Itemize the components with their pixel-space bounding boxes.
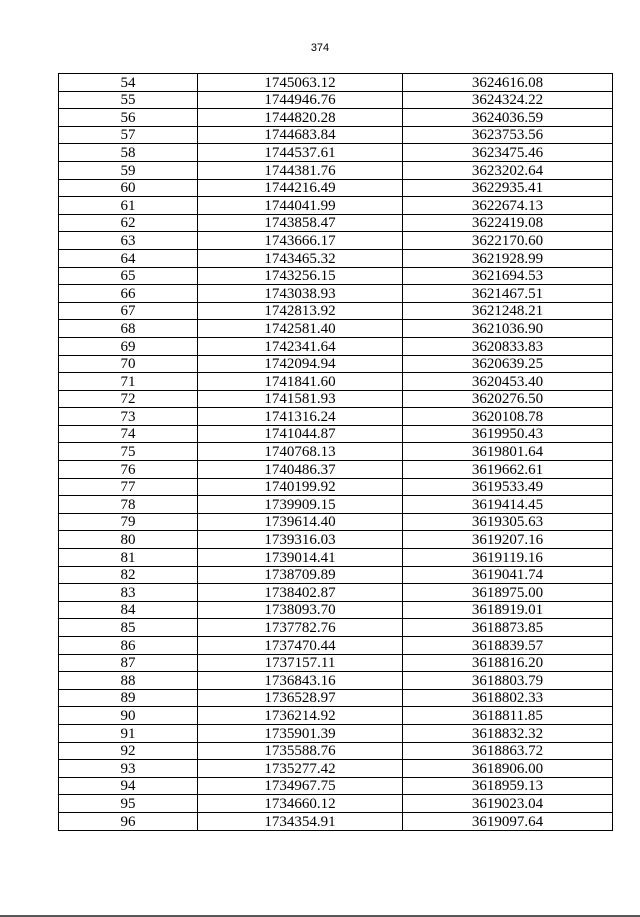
point-number-cell: 89 <box>59 689 198 707</box>
x-coordinate-cell: 1739014.41 <box>198 549 403 567</box>
point-number-cell: 54 <box>59 74 198 92</box>
table-row <box>59 549 613 567</box>
table-row <box>59 320 613 338</box>
y-coordinate-cell: 3619533.49 <box>403 478 613 496</box>
x-coordinate-cell: 1744381.76 <box>198 161 403 179</box>
point-number-cell: 85 <box>59 619 198 637</box>
x-coordinate-cell: 1738093.70 <box>198 601 403 619</box>
x-coordinate-cell: 1744216.49 <box>198 179 403 197</box>
y-coordinate-cell: 3619414.45 <box>403 496 613 514</box>
y-coordinate-cell: 3620276.50 <box>403 390 613 408</box>
y-coordinate-cell: 3622419.08 <box>403 214 613 232</box>
x-coordinate-cell: 1739909.15 <box>198 496 403 514</box>
table-row <box>59 425 613 443</box>
x-coordinate-cell: 1742094.94 <box>198 355 403 373</box>
table-row <box>59 337 613 355</box>
table-body <box>59 74 613 831</box>
x-coordinate-cell: 1744683.84 <box>198 126 403 144</box>
table-row <box>59 812 613 830</box>
point-number-cell: 56 <box>59 109 198 127</box>
y-coordinate-cell: 3620453.40 <box>403 373 613 391</box>
table-row <box>59 408 613 426</box>
table-row <box>59 461 613 479</box>
x-coordinate-cell: 1737157.11 <box>198 654 403 672</box>
y-coordinate-cell: 3618873.85 <box>403 619 613 637</box>
y-coordinate-cell: 3618975.00 <box>403 584 613 602</box>
point-number-cell: 77 <box>59 478 198 496</box>
x-coordinate-cell: 1736843.16 <box>198 672 403 690</box>
y-coordinate-cell: 3618959.13 <box>403 777 613 795</box>
table-row <box>59 214 613 232</box>
table-row <box>59 584 613 602</box>
x-coordinate-cell: 1735277.42 <box>198 760 403 778</box>
point-number-cell: 59 <box>59 161 198 179</box>
table-row <box>59 126 613 144</box>
x-coordinate-cell: 1737470.44 <box>198 637 403 655</box>
point-number-cell: 55 <box>59 91 198 109</box>
point-number-cell: 60 <box>59 179 198 197</box>
y-coordinate-cell: 3619041.74 <box>403 566 613 584</box>
y-coordinate-cell: 3620639.25 <box>403 355 613 373</box>
y-coordinate-cell: 3621467.51 <box>403 285 613 303</box>
point-number-cell: 66 <box>59 285 198 303</box>
table-row <box>59 637 613 655</box>
y-coordinate-cell: 3619023.04 <box>403 795 613 813</box>
y-coordinate-cell: 3618802.33 <box>403 689 613 707</box>
x-coordinate-cell: 1743465.32 <box>198 249 403 267</box>
x-coordinate-cell: 1734967.75 <box>198 777 403 795</box>
point-number-cell: 72 <box>59 390 198 408</box>
y-coordinate-cell: 3622674.13 <box>403 197 613 215</box>
point-number-cell: 95 <box>59 795 198 813</box>
x-coordinate-cell: 1735588.76 <box>198 742 403 760</box>
x-coordinate-cell: 1735901.39 <box>198 724 403 742</box>
table-row <box>59 724 613 742</box>
table-row <box>59 109 613 127</box>
x-coordinate-cell: 1740768.13 <box>198 443 403 461</box>
table-row <box>59 232 613 250</box>
y-coordinate-cell: 3621248.21 <box>403 302 613 320</box>
x-coordinate-cell: 1742813.92 <box>198 302 403 320</box>
point-number-cell: 80 <box>59 531 198 549</box>
table-row <box>59 249 613 267</box>
y-coordinate-cell: 3619207.16 <box>403 531 613 549</box>
x-coordinate-cell: 1745063.12 <box>198 74 403 92</box>
point-number-cell: 71 <box>59 373 198 391</box>
table-row <box>59 355 613 373</box>
table-row <box>59 496 613 514</box>
table-row <box>59 672 613 690</box>
point-number-cell: 61 <box>59 197 198 215</box>
x-coordinate-cell: 1740486.37 <box>198 461 403 479</box>
point-number-cell: 68 <box>59 320 198 338</box>
y-coordinate-cell: 3622170.60 <box>403 232 613 250</box>
table-row <box>59 478 613 496</box>
point-number-cell: 74 <box>59 425 198 443</box>
table-row <box>59 179 613 197</box>
x-coordinate-cell: 1741581.93 <box>198 390 403 408</box>
y-coordinate-cell: 3618803.79 <box>403 672 613 690</box>
x-coordinate-cell: 1737782.76 <box>198 619 403 637</box>
y-coordinate-cell: 3618839.57 <box>403 637 613 655</box>
point-number-cell: 78 <box>59 496 198 514</box>
point-number-cell: 96 <box>59 812 198 830</box>
point-number-cell: 86 <box>59 637 198 655</box>
point-number-cell: 65 <box>59 267 198 285</box>
y-coordinate-cell: 3624324.22 <box>403 91 613 109</box>
x-coordinate-cell: 1738402.87 <box>198 584 403 602</box>
page-number: 374 <box>310 42 330 54</box>
x-coordinate-cell: 1743038.93 <box>198 285 403 303</box>
table-row <box>59 144 613 162</box>
x-coordinate-cell: 1734660.12 <box>198 795 403 813</box>
x-coordinate-cell: 1738709.89 <box>198 566 403 584</box>
point-number-cell: 70 <box>59 355 198 373</box>
point-number-cell: 93 <box>59 760 198 778</box>
x-coordinate-cell: 1736528.97 <box>198 689 403 707</box>
table-row <box>59 443 613 461</box>
y-coordinate-cell: 3621928.99 <box>403 249 613 267</box>
table-row <box>59 302 613 320</box>
table-row <box>59 707 613 725</box>
y-coordinate-cell: 3618811.85 <box>403 707 613 725</box>
point-number-cell: 79 <box>59 513 198 531</box>
table-row <box>59 742 613 760</box>
table-row <box>59 566 613 584</box>
x-coordinate-cell: 1742581.40 <box>198 320 403 338</box>
point-number-cell: 92 <box>59 742 198 760</box>
point-number-cell: 81 <box>59 549 198 567</box>
x-coordinate-cell: 1743256.15 <box>198 267 403 285</box>
x-coordinate-cell: 1740199.92 <box>198 478 403 496</box>
y-coordinate-cell: 3618919.01 <box>403 601 613 619</box>
point-number-cell: 67 <box>59 302 198 320</box>
x-coordinate-cell: 1744820.28 <box>198 109 403 127</box>
table-row <box>59 760 613 778</box>
y-coordinate-cell: 3620833.83 <box>403 337 613 355</box>
x-coordinate-cell: 1741044.87 <box>198 425 403 443</box>
y-coordinate-cell: 3621694.53 <box>403 267 613 285</box>
table-row <box>59 267 613 285</box>
x-coordinate-cell: 1744946.76 <box>198 91 403 109</box>
point-number-cell: 91 <box>59 724 198 742</box>
y-coordinate-cell: 3620108.78 <box>403 408 613 426</box>
table-row <box>59 513 613 531</box>
y-coordinate-cell: 3619801.64 <box>403 443 613 461</box>
table-row <box>59 197 613 215</box>
point-number-cell: 62 <box>59 214 198 232</box>
point-number-cell: 69 <box>59 337 198 355</box>
point-number-cell: 58 <box>59 144 198 162</box>
y-coordinate-cell: 3619662.61 <box>403 461 613 479</box>
y-coordinate-cell: 3624036.59 <box>403 109 613 127</box>
x-coordinate-cell: 1744041.99 <box>198 197 403 215</box>
x-coordinate-cell: 1736214.92 <box>198 707 403 725</box>
point-number-cell: 90 <box>59 707 198 725</box>
point-number-cell: 82 <box>59 566 198 584</box>
x-coordinate-cell: 1739614.40 <box>198 513 403 531</box>
x-coordinate-cell: 1741316.24 <box>198 408 403 426</box>
coordinates-table <box>58 73 613 831</box>
table-row <box>59 161 613 179</box>
point-number-cell: 84 <box>59 601 198 619</box>
table-row <box>59 91 613 109</box>
y-coordinate-cell: 3624616.08 <box>403 74 613 92</box>
point-number-cell: 83 <box>59 584 198 602</box>
point-number-cell: 94 <box>59 777 198 795</box>
table-row <box>59 373 613 391</box>
table-row <box>59 285 613 303</box>
x-coordinate-cell: 1743858.47 <box>198 214 403 232</box>
table-row <box>59 601 613 619</box>
x-coordinate-cell: 1744537.61 <box>198 144 403 162</box>
y-coordinate-cell: 3619119.16 <box>403 549 613 567</box>
y-coordinate-cell: 3623753.56 <box>403 126 613 144</box>
y-coordinate-cell: 3618816.20 <box>403 654 613 672</box>
table-row <box>59 689 613 707</box>
table-row <box>59 74 613 92</box>
y-coordinate-cell: 3619305.63 <box>403 513 613 531</box>
y-coordinate-cell: 3619097.64 <box>403 812 613 830</box>
x-coordinate-cell: 1742341.64 <box>198 337 403 355</box>
y-coordinate-cell: 3621036.90 <box>403 320 613 338</box>
y-coordinate-cell: 3623475.46 <box>403 144 613 162</box>
y-coordinate-cell: 3619950.43 <box>403 425 613 443</box>
point-number-cell: 57 <box>59 126 198 144</box>
y-coordinate-cell: 3622935.41 <box>403 179 613 197</box>
table-row <box>59 777 613 795</box>
point-number-cell: 63 <box>59 232 198 250</box>
point-number-cell: 73 <box>59 408 198 426</box>
y-coordinate-cell: 3618863.72 <box>403 742 613 760</box>
y-coordinate-cell: 3618906.00 <box>403 760 613 778</box>
point-number-cell: 88 <box>59 672 198 690</box>
x-coordinate-cell: 1743666.17 <box>198 232 403 250</box>
point-number-cell: 76 <box>59 461 198 479</box>
x-coordinate-cell: 1734354.91 <box>198 812 403 830</box>
table-row <box>59 390 613 408</box>
y-coordinate-cell: 3618832.32 <box>403 724 613 742</box>
table-row <box>59 531 613 549</box>
x-coordinate-cell: 1739316.03 <box>198 531 403 549</box>
table-row <box>59 654 613 672</box>
x-coordinate-cell: 1741841.60 <box>198 373 403 391</box>
point-number-cell: 64 <box>59 249 198 267</box>
table-row <box>59 795 613 813</box>
coordinates-table-container <box>58 73 612 831</box>
y-coordinate-cell: 3623202.64 <box>403 161 613 179</box>
table-row <box>59 619 613 637</box>
point-number-cell: 75 <box>59 443 198 461</box>
point-number-cell: 87 <box>59 654 198 672</box>
